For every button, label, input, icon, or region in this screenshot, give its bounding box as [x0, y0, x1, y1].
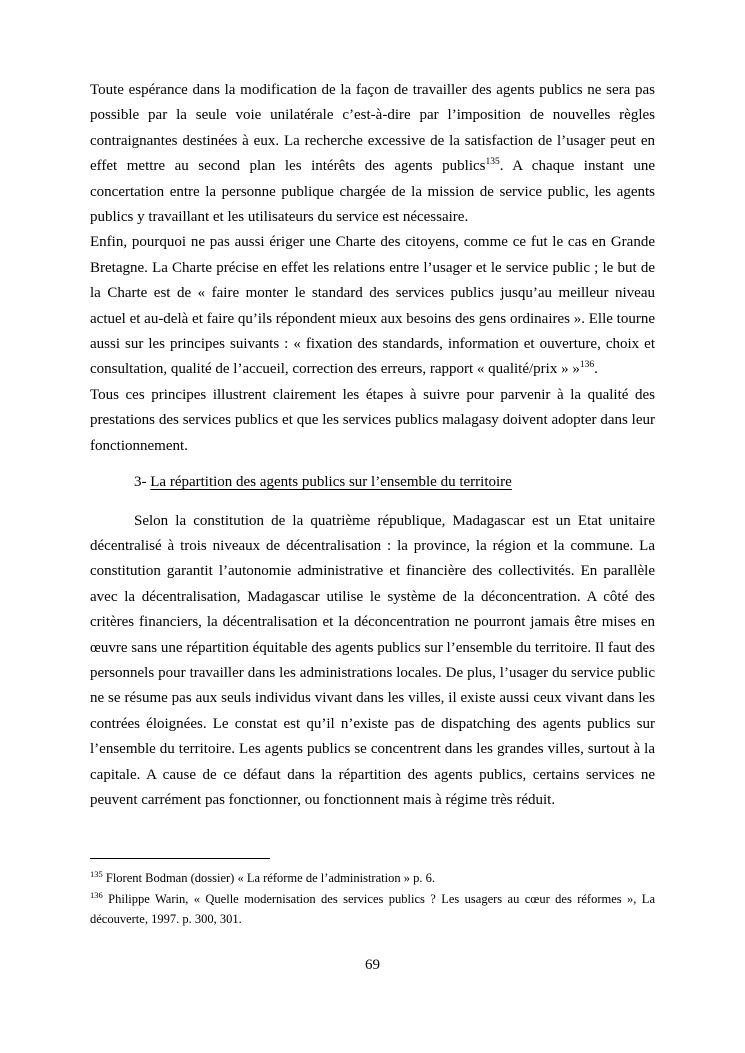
- footnote-136: [90, 889, 655, 930]
- section-heading-number: 3-: [134, 474, 151, 491]
- paragraph-2-text-before-ref: Enfin, pourquoi ne pas aussi ériger une Charte des citoyens, comme ce fut le cas en Grande Bretagne. La Charte précise en effet les relations entre l’usager et le service public ; le but de la Charte est de « faire monter le standard des services publics jusqu’au meilleur niveau actuel et au-delà et faire qu’ils répondent mieux aux besoins des gens ordinaires ». Elle tourne aussi sur les principes suivants : « fixation des standards, information et ouverture, choix et consultation, qualité de l’accueil, correction des erreurs, rapport « qualité/prix » »: [90, 234, 655, 378]
- footnotes-section: [90, 858, 655, 930]
- footnote-ref-136: 136: [579, 360, 595, 371]
- page-number: 69: [365, 957, 380, 973]
- page-content: [90, 78, 655, 813]
- paragraph-2: [90, 230, 655, 382]
- footnote-136-text: Philippe Warin, « Quelle modernisation des services publics ? Les usagers au cœur des réformes », La découverte, 1997. p. 300, 301.: [90, 891, 655, 926]
- footnote-ref-135: 135: [485, 157, 500, 168]
- paragraph-4: Selon la constitution de la quatrième république, Madagascar est un Etat unitaire décentralisé à trois niveaux de décentralisation : la province, la région et la commune. La constitution garantit l’autonomie administrative et financière des collectivités. En parallèle avec la décentralisation, Madagascar utilise le système de la déconcentration. A côté des critères financiers, la décentralisation et la déconcentration ne pourront jamais être mises en œuvre sans une répartition équitable des agents publics sur l’ensemble du territoire. Il faut des personnels pour travailler dans les administrations locales. De plus, l’usager du service public ne se résume pas aux seuls individus vivant dans les villes, il existe aussi ceux vivant dans les contrées éloignées. Le constat est qu’il n’existe pas de dispatching des agents publics sur l’ensemble du territoire. Les agents publics se concentrent dans les grandes villes, surtout à la capitale. A cause de ce défaut dans la répartition des agents publics, certains services ne peuvent carrément pas fonctionner, ou fonctionnent mais à régime très réduit.: [90, 512, 655, 808]
- footnote-135-number: 135: [90, 868, 103, 879]
- footnote-136-number: 136: [90, 889, 103, 900]
- paragraph-1: [90, 78, 655, 230]
- paragraph-3: Tous ces principes illustrent clairement les étapes à suivre pour parvenir à la qualité des prestations des services publics et que les services publics malagasy doivent adopter dans leur fonctionnement.: [90, 386, 655, 454]
- paragraph-1-text-after-ref: . A chaque instant une concertation entre la personne publique chargée de la mission de service public, les agents publics y travaillant et les utilisateurs du service est nécessaire.: [90, 158, 655, 226]
- section-heading-title: La répartition des agents publics sur l’ensemble du territoire: [150, 474, 512, 491]
- footnote-135-text: Florent Bodman (dossier) « La réforme de l’administration » p. 6.: [102, 871, 435, 885]
- paragraph-2-text-after-ref: .: [594, 361, 598, 378]
- section-heading: [90, 470, 655, 495]
- paragraph-1-text-before-ref: Toute espérance dans la modification de la façon de travailler des agents publics ne sera pas possible par la seule voie unilatérale c’est-à-dire par l’imposition de nouvelles règles contraignantes destinées à eux. La recherche excessive de la satisfaction de l’usager peut en effet mettre au second plan les intérêts des agents publics: [90, 82, 655, 175]
- footnote-separator-rule: [90, 858, 270, 859]
- footnote-135: [90, 868, 655, 889]
